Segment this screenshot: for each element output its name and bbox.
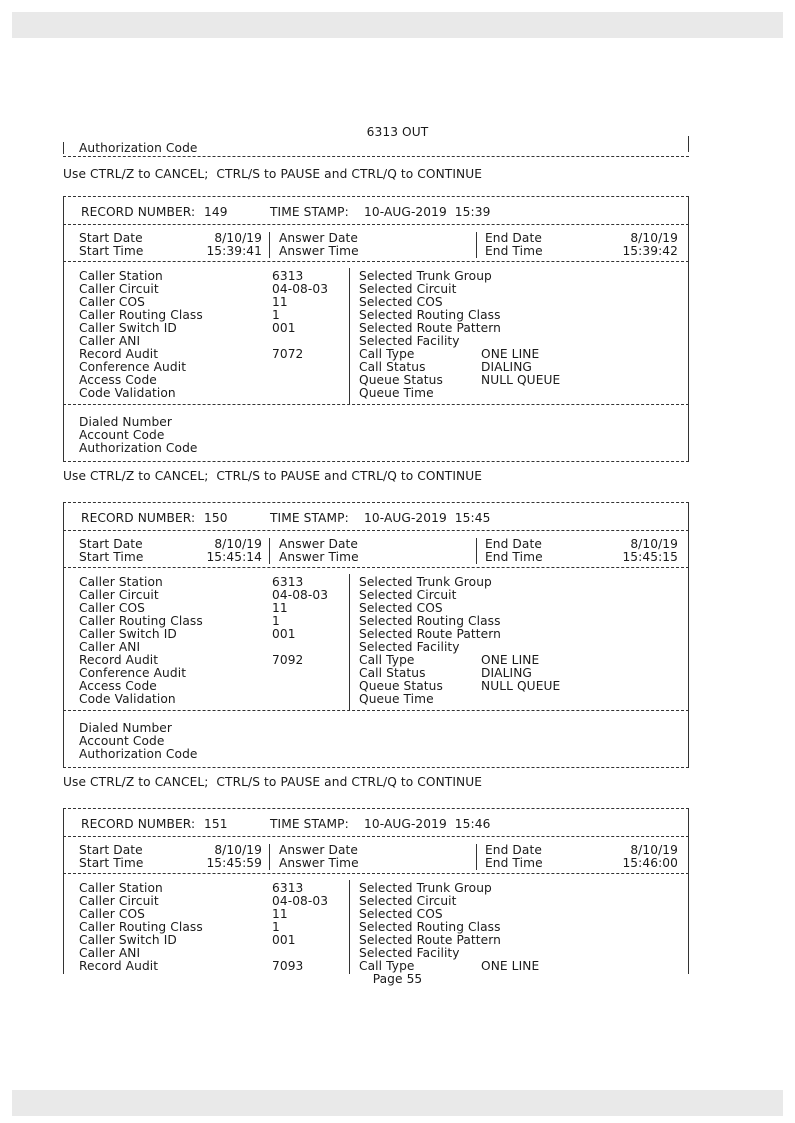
selected-facility-label: Selected Facility [359,946,460,960]
queue-status-label: Queue Status [359,373,443,387]
caller-ani-label: Caller ANI [79,334,141,348]
conference-audit-label: Conference Audit [79,360,187,374]
caller-cos-label: Caller COS [79,907,145,921]
end-date-label: End Date [485,843,542,857]
queue-status-value: NULL QUEUE [481,679,561,693]
call-type-value: ONE LINE [481,347,540,361]
border-right [688,502,689,767]
divider [63,404,689,405]
queue-time-label: Queue Time [359,692,434,706]
caller-routing-class-label: Caller Routing Class [79,920,203,934]
caller-station-label: Caller Station [79,881,163,895]
start-time-label: Start Time [79,550,144,564]
selected-circuit-label: Selected Circuit [359,588,457,602]
authorization-code-label: Authorization Code [79,441,198,455]
end-time-label: End Time [485,244,543,258]
answer-time-label: Answer Time [279,856,359,870]
record-number-label: RECORD NUMBER: [81,817,196,831]
end-date-label: End Date [485,231,542,245]
start-date-value: 8/10/19 [214,843,262,857]
call-type-value: ONE LINE [481,959,540,973]
divider [63,873,689,874]
caller-ani-label: Caller ANI [79,640,141,654]
selected-trunk-group-label: Selected Trunk Group [359,575,492,589]
authorization-code-label: Authorization Code [79,747,198,761]
border [349,880,350,974]
record-audit-value: 7093 [272,959,304,973]
record-audit-value: 7092 [272,653,304,667]
selected-facility-label: Selected Facility [359,334,460,348]
call-type-label: Call Type [359,959,415,973]
call-status-label: Call Status [359,666,426,680]
selected-route-pattern-label: Selected Route Pattern [359,933,502,947]
end-time-value: 15:45:15 [622,550,678,564]
answer-time-label: Answer Time [279,550,359,564]
instruction-line: Use CTRL/Z to CANCEL; CTRL/S to PAUSE and CTRL/Q to CONTINUE [63,469,483,483]
end-date-value: 8/10/19 [630,537,678,551]
selected-routing-class-label: Selected Routing Class [359,614,501,628]
answer-time-label: Answer Time [279,244,359,258]
end-date-label: End Date [485,537,542,551]
access-code-label: Access Code [79,679,157,693]
border-right [688,196,689,461]
start-time-value: 15:45:59 [206,856,262,870]
caller-switch-id-label: Caller Switch ID [79,321,177,335]
access-code-label: Access Code [79,373,157,387]
start-time-label: Start Time [79,244,144,258]
caller-station-value: 6313 [272,881,304,895]
border [476,538,477,564]
caller-circuit-value: 04-08-03 [272,588,329,602]
start-time-label: Start Time [79,856,144,870]
start-date-label: Start Date [79,537,143,551]
caller-station-value: 6313 [272,269,304,283]
start-time-value: 15:39:41 [206,244,262,258]
start-date-value: 8/10/19 [214,537,262,551]
divider [63,567,689,568]
selected-circuit-label: Selected Circuit [359,282,457,296]
caller-switch-id-value: 001 [272,321,296,335]
divider [63,502,689,503]
time-stamp-value: 10-AUG-2019 15:45 [364,511,491,525]
call-type-label: Call Type [359,653,415,667]
border-left [63,502,64,767]
divider [63,808,689,809]
caller-switch-id-label: Caller Switch ID [79,627,177,641]
record-audit-label: Record Audit [79,347,159,361]
instruction-line: Use CTRL/Z to CANCEL; CTRL/S to PAUSE and CTRL/Q to CONTINUE [63,167,483,181]
queue-status-label: Queue Status [359,679,443,693]
end-time-label: End Time [485,856,543,870]
caller-circuit-value: 04-08-03 [272,894,329,908]
time-stamp-value: 10-AUG-2019 15:39 [364,205,491,219]
caller-routing-class-value: 1 [272,920,280,934]
queue-status-value: NULL QUEUE [481,373,561,387]
queue-time-label: Queue Time [359,386,434,400]
selected-cos-label: Selected COS [359,295,443,309]
account-code-label: Account Code [79,734,165,748]
start-date-value: 8/10/19 [214,231,262,245]
caller-cos-value: 11 [272,295,288,309]
caller-cos-label: Caller COS [79,295,145,309]
border [476,844,477,870]
border [476,232,477,258]
end-time-value: 15:39:42 [622,244,678,258]
selected-facility-label: Selected Facility [359,640,460,654]
caller-circuit-value: 04-08-03 [272,282,329,296]
border [349,574,350,711]
record-number-label: RECORD NUMBER: [81,205,196,219]
authorization-code-label: Authorization Code [79,141,198,155]
caller-cos-value: 11 [272,601,288,615]
end-date-value: 8/10/19 [630,231,678,245]
divider [63,530,689,531]
answer-date-label: Answer Date [279,843,358,857]
record-audit-label: Record Audit [79,653,159,667]
border [349,268,350,405]
border-left [63,808,64,974]
selected-cos-label: Selected COS [359,601,443,615]
caller-routing-class-value: 1 [272,614,280,628]
start-date-label: Start Date [79,843,143,857]
call-type-label: Call Type [359,347,415,361]
answer-date-label: Answer Date [279,231,358,245]
border-right [688,808,689,974]
end-date-value: 8/10/19 [630,843,678,857]
border-left [63,196,64,461]
divider [63,836,689,837]
caller-switch-id-value: 001 [272,933,296,947]
time-stamp-label: TIME STAMP: [270,205,349,219]
code-validation-label: Code Validation [79,692,176,706]
caller-routing-class-value: 1 [272,308,280,322]
caller-circuit-label: Caller Circuit [79,588,159,602]
account-code-label: Account Code [79,428,165,442]
selected-trunk-group-label: Selected Trunk Group [359,269,492,283]
selected-routing-class-label: Selected Routing Class [359,920,501,934]
call-status-value: DIALING [481,666,532,680]
caller-circuit-label: Caller Circuit [79,894,159,908]
divider [63,461,689,462]
selected-routing-class-label: Selected Routing Class [359,308,501,322]
call-status-value: DIALING [481,360,532,374]
call-status-label: Call Status [359,360,426,374]
border-left [63,142,64,154]
caller-routing-class-label: Caller Routing Class [79,308,203,322]
caller-cos-value: 11 [272,907,288,921]
start-date-label: Start Date [79,231,143,245]
page-number: Page 55 [372,972,423,986]
caller-switch-id-label: Caller Switch ID [79,933,177,947]
record-number-label: RECORD NUMBER: [81,511,196,525]
divider [63,224,689,225]
conference-audit-label: Conference Audit [79,666,187,680]
caller-cos-label: Caller COS [79,601,145,615]
selected-route-pattern-label: Selected Route Pattern [359,627,502,641]
divider [63,710,689,711]
divider [63,196,689,197]
end-time-value: 15:46:00 [622,856,678,870]
border [269,538,270,564]
border-right [688,136,689,152]
caller-station-label: Caller Station [79,575,163,589]
selected-cos-label: Selected COS [359,907,443,921]
caller-station-label: Caller Station [79,269,163,283]
time-stamp-label: TIME STAMP: [270,817,349,831]
caller-switch-id-value: 001 [272,627,296,641]
dialed-number-label: Dialed Number [79,415,172,429]
caller-routing-class-label: Caller Routing Class [79,614,203,628]
divider [63,261,689,262]
divider [63,156,689,157]
code-validation-label: Code Validation [79,386,176,400]
record-number-value: 150 [204,511,228,525]
selected-trunk-group-label: Selected Trunk Group [359,881,492,895]
border [269,844,270,870]
caller-circuit-label: Caller Circuit [79,282,159,296]
start-time-value: 15:45:14 [206,550,262,564]
selected-circuit-label: Selected Circuit [359,894,457,908]
border [269,232,270,258]
caller-station-value: 6313 [272,575,304,589]
instruction-line: Use CTRL/Z to CANCEL; CTRL/S to PAUSE and CTRL/Q to CONTINUE [63,775,483,789]
call-type-value: ONE LINE [481,653,540,667]
record-number-value: 151 [204,817,228,831]
answer-date-label: Answer Date [279,537,358,551]
selected-route-pattern-label: Selected Route Pattern [359,321,502,335]
dialed-number-label: Dialed Number [79,721,172,735]
record-number-value: 149 [204,205,228,219]
page-header: 6313 OUT [366,125,429,139]
time-stamp-value: 10-AUG-2019 15:46 [364,817,491,831]
divider [63,767,689,768]
time-stamp-label: TIME STAMP: [270,511,349,525]
record-audit-value: 7072 [272,347,304,361]
record-audit-label: Record Audit [79,959,159,973]
end-time-label: End Time [485,550,543,564]
caller-ani-label: Caller ANI [79,946,141,960]
